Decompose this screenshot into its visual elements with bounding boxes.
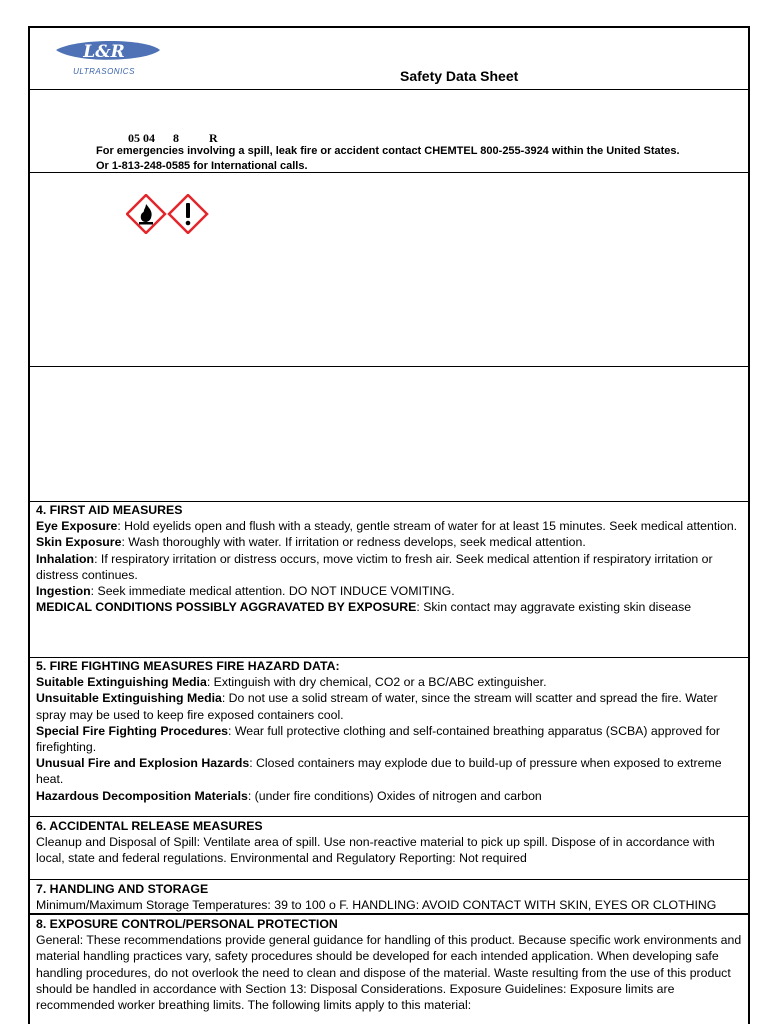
section-handling-storage xyxy=(36,881,742,913)
fire-unusual-hazards: Unusual Fire and Explosion Hazards: Closed containers may explode due to build-up of pressure when exposed to extreme heat. xyxy=(36,756,722,787)
fire-fighting-heading: 5. FIRE FIGHTING MEASURES FIRE HAZARD DATA: xyxy=(36,659,340,673)
accidental-release-heading: 6. ACCIDENTAL RELEASE MEASURES xyxy=(36,819,263,833)
section-exposure-control xyxy=(36,916,742,1013)
handling-text: Minimum/Maximum Storage Temperatures: 39 to 100 o F. HANDLING: AVOID CONTACT WITH SKIN, EYES OR CLOTHING xyxy=(36,898,717,913)
first-aid-heading: 4. FIRST AID MEASURES xyxy=(36,503,183,517)
first-aid-medical-conditions: MEDICAL CONDITIONS POSSIBLY AGGRAVATED BY EXPOSURE: Skin contact may aggravate existing skin disease xyxy=(36,600,692,615)
accidental-release-text: Cleanup and Disposal of Spill: Ventilate area of spill. Use non-reactive material to pick up spill. Dispose of in accordance with local, state and federal regulations. Environmental and Regulatory Reporting: Not required xyxy=(36,835,715,866)
emergency-contact xyxy=(96,144,680,174)
safety-data-sheet xyxy=(28,26,750,1024)
fire-suitable-media: Suitable Extinguishing Media: Extinguish with dry chemical, CO2 or a BC/ABC extinguisher. xyxy=(36,675,547,690)
first-aid-inhalation: Inhalation: If respiratory irritation or distress occurs, move victim to fresh air. Seek medical attention if respiratory irritation or distress continues. xyxy=(36,551,713,582)
flame-icon xyxy=(127,195,165,233)
hazard-pictograms xyxy=(126,194,210,234)
document-title: Safety Data Sheet xyxy=(400,68,519,84)
logo-subtext: ULTRASONICS xyxy=(73,67,135,76)
fire-unsuitable-media: Unsuitable Extinguishing Media: Do not use a solid stream of water, since the stream will scatter and spread the fire. Water spray may be used to keep fire exposed containers cool. xyxy=(36,691,718,722)
section-accidental-release xyxy=(36,818,742,867)
product-code-line: 05 04 8 R xyxy=(128,131,218,145)
exposure-heading: 8. EXPOSURE CONTROL/PERSONAL PROTECTION xyxy=(36,917,338,931)
exposure-text: General: These recommendations provide general guidance for handling of this product. Because specific work environments and material handling practices vary, safety procedures should be developed for each intended application. When developing safe handling procedures, do not overlook the need to clean and dispose of the material. Waste resulting from the use of this product should be handled in accordance with Section 13: Disposal Considerations. Exposure Guidelines: Exposure limits are recommended worker breathing limits. The following limits apply to this material: xyxy=(36,933,742,1013)
emergency-line-1: For emergencies involving a spill, leak fire or accident contact CHEMTEL 800-255-3924 within the United States. xyxy=(96,145,680,157)
first-aid-ingestion: Ingestion: Seek immediate medical attention. DO NOT INDUCE VOMITING. xyxy=(36,584,455,599)
exclamation-mark-icon xyxy=(169,195,207,233)
section-fire-fighting xyxy=(36,658,742,804)
first-aid-eye: Eye Exposure: Hold eyelids open and flush with a steady, gentle stream of water for at least 15 minutes. Seek medical attention. xyxy=(36,519,738,534)
company-logo xyxy=(46,38,164,78)
handling-heading: 7. HANDLING AND STORAGE xyxy=(36,882,209,896)
first-aid-skin: Skin Exposure: Wash thoroughly with water. If irritation or redness develops, seek medical attention. xyxy=(36,535,586,550)
fire-special-procedures: Special Fire Fighting Procedures: Wear full protective clothing and self-contained breathing apparatus (SCBA) approved for firefighting. xyxy=(36,723,720,755)
emergency-line-2: Or 1-813-248-0585 for International calls. xyxy=(96,160,308,172)
section-first-aid xyxy=(36,502,742,615)
fire-decomposition-materials: Hazardous Decomposition Materials: (under fire conditions) Oxides of nitrogen and carbon xyxy=(36,788,542,803)
logo-text: L&R xyxy=(83,42,125,62)
